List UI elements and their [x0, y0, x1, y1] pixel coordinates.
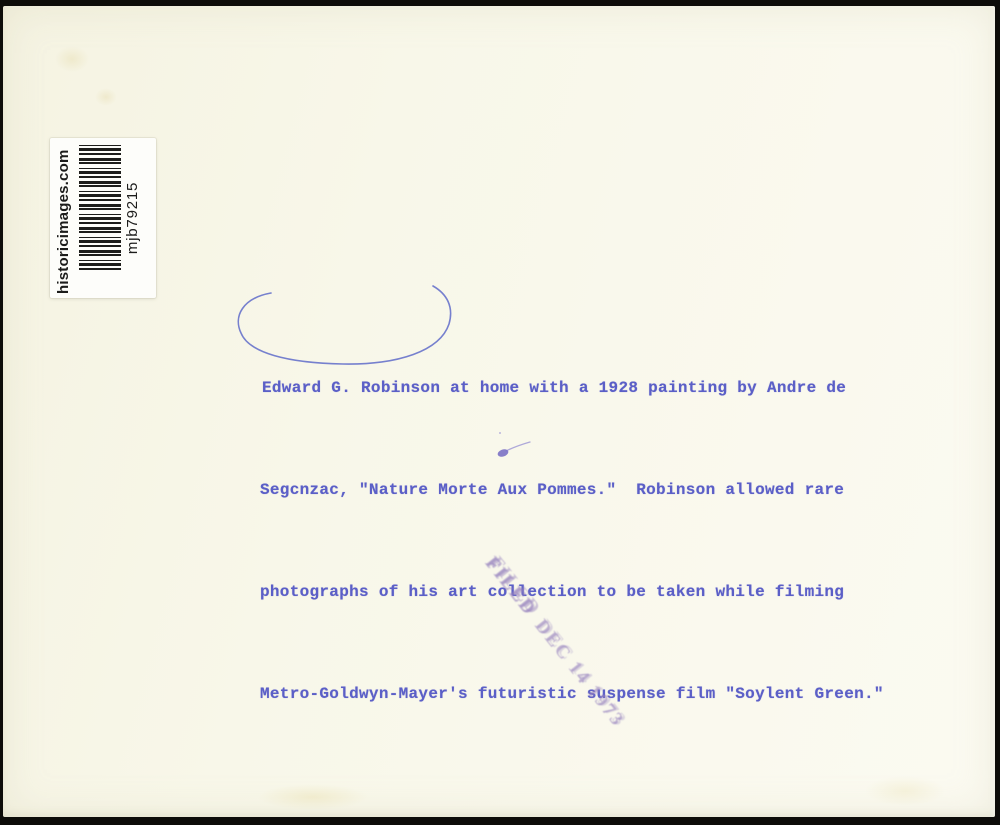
sticker-website-text: historicimages.com — [55, 149, 72, 294]
caption-line-1: Edward G. Robinson at home with a 1928 painting by Andre de — [262, 379, 847, 397]
paper-age-spot — [55, 46, 89, 72]
stamp-date: DEC 14 1973 — [530, 615, 629, 732]
paper-stain — [258, 784, 368, 810]
barcode-sticker — [50, 138, 156, 298]
paper-stain — [865, 776, 945, 806]
caption-line-2: Segcnzac, "Nature Morte Aux Pommes." Robinson allowed rare — [260, 481, 845, 499]
stamp-word: FILED — [480, 553, 541, 621]
sticker-id-text: mjb79215 — [124, 181, 141, 255]
photo-back-paper — [3, 6, 995, 817]
barcode-sticker-content — [50, 138, 156, 298]
barcode — [79, 142, 121, 270]
paper-age-spot — [95, 88, 117, 106]
typed-caption — [260, 303, 884, 779]
caption-line-3: photographs of his art collection to be taken while filming — [260, 583, 845, 601]
caption-line-4: Metro-Goldwyn-Mayer's futuristic suspense film "Soylent Green." — [260, 685, 884, 703]
